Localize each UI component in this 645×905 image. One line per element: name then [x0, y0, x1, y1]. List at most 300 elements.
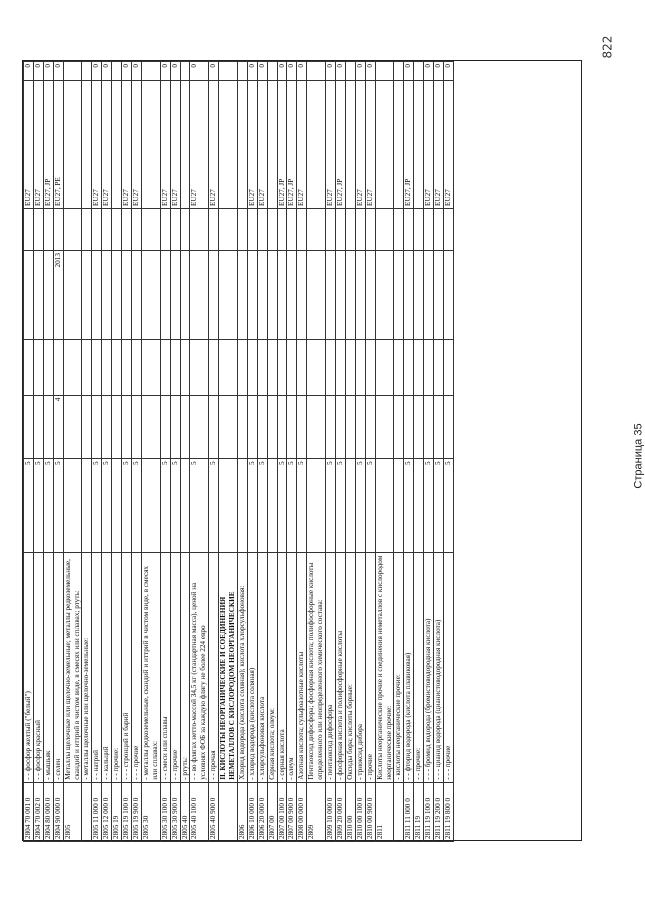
cell-origin-countries: EU27 [24, 81, 34, 209]
cell-rate: 4 [53, 395, 63, 459]
cell-col7 [141, 208, 160, 250]
cell-year [336, 251, 346, 340]
cell-col5 [287, 339, 297, 395]
cell-year [170, 251, 180, 340]
cell-description: - - - прочие [443, 552, 453, 782]
cell-origin-countries: EU27 [326, 81, 336, 209]
cell-code: 2805 19 100 0 [122, 782, 132, 841]
cell-final-rate: 0 [247, 62, 257, 81]
cell-base-rate [180, 459, 190, 552]
cell-code [219, 782, 238, 841]
cell-code: 2805 30 100 0 [160, 782, 170, 841]
cell-base-rate: 5 [434, 459, 444, 552]
cell-year [141, 251, 160, 340]
cell-origin-countries [63, 81, 82, 209]
cell-code: 2805 40 900 0 [209, 782, 219, 841]
cell-col5 [24, 339, 34, 395]
cell-code: 2811 19 800 0 [443, 782, 453, 841]
cell-year [394, 251, 404, 340]
cell-year [63, 251, 82, 340]
cell-origin-countries [345, 81, 355, 209]
cell-col5 [190, 339, 209, 395]
cell-origin-countries: EU27, JP [404, 81, 414, 209]
cell-code: 2804 90 000 0 [53, 782, 63, 841]
cell-base-rate: 5 [336, 459, 346, 552]
cell-rate [336, 395, 346, 459]
cell-origin-countries: EU27, JP [277, 81, 287, 209]
cell-final-rate: 0 [326, 62, 336, 81]
table-row [404, 62, 414, 842]
cell-year [180, 251, 190, 340]
cell-rate [287, 395, 297, 459]
cell-rate [43, 395, 53, 459]
cell-year [247, 251, 257, 340]
cell-origin-countries [375, 81, 394, 209]
cell-rate [160, 395, 170, 459]
table-row [170, 62, 180, 842]
cell-origin-countries [180, 81, 190, 209]
cell-col5 [307, 339, 326, 395]
cell-origin-countries [237, 81, 247, 209]
cell-origin-countries: EU27 [122, 81, 132, 209]
cell-year: 2013 [53, 251, 63, 340]
cell-final-rate: 0 [355, 62, 365, 81]
cell-origin-countries: EU27, PE [53, 81, 63, 209]
cell-rate [33, 395, 43, 459]
cell-origin-countries: EU27 [170, 81, 180, 209]
cell-base-rate [345, 459, 355, 552]
cell-description: - ртуть: [180, 552, 190, 782]
cell-final-rate: 0 [424, 62, 434, 81]
cell-code: 2809 20 000 0 [336, 782, 346, 841]
cell-col7 [345, 208, 355, 250]
cell-year [257, 251, 267, 340]
cell-col5 [375, 339, 394, 395]
cell-code: 2807 00 100 0 [277, 782, 287, 841]
cell-description: - - фосфор желтый ("белый") [24, 552, 34, 782]
cell-year [82, 251, 92, 340]
cell-col5 [247, 339, 257, 395]
cell-code: 2811 19 200 0 [434, 782, 444, 841]
cell-origin-countries [414, 81, 424, 209]
cell-col5 [53, 339, 63, 395]
cell-rate [219, 395, 238, 459]
cell-rate [122, 395, 132, 459]
cell-col7 [237, 208, 247, 250]
cell-col7 [257, 208, 267, 250]
cell-base-rate: 5 [53, 459, 63, 552]
cell-final-rate: 0 [170, 62, 180, 81]
table-row [190, 62, 209, 842]
cell-col5 [112, 339, 122, 395]
cell-col7 [267, 208, 277, 250]
cell-col5 [277, 339, 287, 395]
cell-code: 2805 40 [180, 782, 190, 841]
cell-col7 [24, 208, 34, 250]
cell-code [82, 782, 92, 841]
cell-year [24, 251, 34, 340]
cell-col5 [434, 339, 444, 395]
cell-col5 [131, 339, 141, 395]
cell-code: 2811 11 000 0 [404, 782, 414, 841]
cell-year [307, 251, 326, 340]
cell-col7 [443, 208, 453, 250]
cell-rate [326, 395, 336, 459]
cell-description: - кислоты неорганические прочие: [394, 552, 404, 782]
cell-col5 [63, 339, 82, 395]
cell-base-rate: 5 [43, 459, 53, 552]
cell-origin-countries: EU27 [434, 81, 444, 209]
cell-col5 [404, 339, 414, 395]
table-row [434, 62, 444, 842]
cell-col7 [102, 208, 112, 250]
cell-final-rate [112, 62, 122, 81]
cell-base-rate: 5 [33, 459, 43, 552]
cell-col7 [219, 208, 238, 250]
cell-rate [180, 395, 190, 459]
cell-final-rate [414, 62, 424, 81]
cell-rate [257, 395, 267, 459]
tariff-table-frame [22, 60, 582, 841]
cell-origin-countries: EU27 [365, 81, 375, 209]
cell-origin-countries: EU27 [160, 81, 170, 209]
cell-code: 2804 70 001 0 [24, 782, 34, 841]
cell-base-rate: 5 [24, 459, 34, 552]
cell-code: 2805 12 000 0 [102, 782, 112, 841]
cell-col7 [375, 208, 394, 250]
cell-rate [24, 395, 34, 459]
cell-year [209, 251, 219, 340]
cell-rate [267, 395, 277, 459]
cell-origin-countries: EU27, JP [336, 81, 346, 209]
cell-code: 2805 40 100 0 [190, 782, 209, 841]
table-row [112, 62, 122, 842]
cell-col5 [424, 339, 434, 395]
cell-origin-countries [394, 81, 404, 209]
cell-code: 2809 10 000 0 [326, 782, 336, 841]
cell-col7 [277, 208, 287, 250]
cell-col7 [92, 208, 102, 250]
cell-origin-countries: EU27 [102, 81, 112, 209]
table-row [237, 62, 247, 842]
cell-description: - олеум [287, 552, 297, 782]
table-row [33, 62, 43, 842]
cell-year [267, 251, 277, 340]
cell-year [122, 251, 132, 340]
cell-base-rate: 5 [257, 459, 267, 552]
cell-col7 [33, 208, 43, 250]
cell-origin-countries: EU27 [297, 81, 307, 209]
cell-base-rate [394, 459, 404, 552]
cell-col7 [43, 208, 53, 250]
table-row [122, 62, 132, 842]
cell-code: 2811 19 [414, 782, 424, 841]
cell-rate [277, 395, 287, 459]
cell-rate [82, 395, 92, 459]
cell-col7 [53, 208, 63, 250]
cell-year [375, 251, 394, 340]
cell-col5 [355, 339, 365, 395]
cell-col7 [131, 208, 141, 250]
table-row [180, 62, 190, 842]
cell-year [237, 251, 247, 340]
table-row [307, 62, 326, 842]
cell-base-rate [237, 459, 247, 552]
cell-col5 [345, 339, 355, 395]
cell-code: 2807 00 [267, 782, 277, 841]
cell-col7 [424, 208, 434, 250]
tariff-table [23, 61, 454, 842]
cell-rate [424, 395, 434, 459]
cell-rate [92, 395, 102, 459]
cell-col5 [92, 339, 102, 395]
cell-year [102, 251, 112, 340]
cell-final-rate: 0 [102, 62, 112, 81]
cell-origin-countries: EU27 [190, 81, 209, 209]
cell-year [365, 251, 375, 340]
cell-base-rate: 5 [365, 459, 375, 552]
cell-rate [394, 395, 404, 459]
cell-description: - - - цианид водорода (цианистоводородная кислота) [434, 552, 444, 782]
cell-col7 [355, 208, 365, 250]
cell-description: - - во флягах нетто-массой 34,5 кг (стандартная масса), ценой на условиях ФОБ за каждую флягу не более 224 евро [190, 552, 209, 782]
cell-year [443, 251, 453, 340]
table-row [336, 62, 346, 842]
cell-base-rate [82, 459, 92, 552]
cell-base-rate [414, 459, 424, 552]
cell-rate [355, 395, 365, 459]
cell-description: - металлы редкоземельные, скандий и иттрий в чистом виде, в смесях или сплавах: [141, 552, 160, 782]
cell-description: - - прочая [209, 552, 219, 782]
cell-col5 [82, 339, 92, 395]
cell-col5 [297, 339, 307, 395]
cell-origin-countries: EU27 [443, 81, 453, 209]
cell-code: 2805 [63, 782, 82, 841]
cell-col7 [287, 208, 297, 250]
cell-col7 [122, 208, 132, 250]
cell-code: 2810 00 900 0 [365, 782, 375, 841]
cell-final-rate [394, 62, 404, 81]
cell-origin-countries: EU27 [355, 81, 365, 209]
cell-base-rate: 5 [287, 459, 297, 552]
cell-final-rate: 0 [43, 62, 53, 81]
cell-description: - - прочие: [414, 552, 424, 782]
table-row [102, 62, 112, 842]
cell-year [434, 251, 444, 340]
cell-rate [345, 395, 355, 459]
cell-code: 2807 00 900 0 [287, 782, 297, 841]
cell-description: Пентаоксид дифосфора; фосфорная кислота; полифосфорные кислоты определенного или неопределенного химического состава: [307, 552, 326, 782]
table-row [345, 62, 355, 842]
cell-rate [102, 395, 112, 459]
cell-col7 [247, 208, 257, 250]
cell-year [297, 251, 307, 340]
cell-base-rate [267, 459, 277, 552]
cell-col7 [209, 208, 219, 250]
cell-base-rate [219, 459, 238, 552]
cell-final-rate [345, 62, 355, 81]
cell-description: - - кальций [102, 552, 112, 782]
cell-code: 2811 19 100 0 [424, 782, 434, 841]
cell-rate [131, 395, 141, 459]
cell-col5 [257, 339, 267, 395]
cell-rate [237, 395, 247, 459]
cell-year [355, 251, 365, 340]
cell-origin-countries [112, 81, 122, 209]
cell-final-rate: 0 [209, 62, 219, 81]
cell-final-rate [267, 62, 277, 81]
cell-final-rate: 0 [336, 62, 346, 81]
table-row [24, 62, 34, 842]
cell-base-rate: 5 [122, 459, 132, 552]
cell-description: - - прочие: [112, 552, 122, 782]
cell-code: 2810 00 [345, 782, 355, 841]
cell-final-rate: 0 [33, 62, 43, 81]
cell-col7 [365, 208, 375, 250]
cell-description: - - смеси или сплавы [160, 552, 170, 782]
cell-base-rate: 5 [92, 459, 102, 552]
cell-col7 [307, 208, 326, 250]
cell-description: - триоксид дибора [355, 552, 365, 782]
table-row [82, 62, 92, 842]
cell-rate [209, 395, 219, 459]
cell-year [92, 251, 102, 340]
cell-description: - - прочие [170, 552, 180, 782]
cell-origin-countries: EU27 [247, 81, 257, 209]
cell-col5 [336, 339, 346, 395]
cell-year [404, 251, 414, 340]
cell-final-rate [219, 62, 238, 81]
cell-col7 [404, 208, 414, 250]
table-row [443, 62, 453, 842]
cell-year [326, 251, 336, 340]
table-row [365, 62, 375, 842]
cell-final-rate [237, 62, 247, 81]
cell-code: 2804 80 000 0 [43, 782, 53, 841]
cell-base-rate [375, 459, 394, 552]
cell-code: 2808 00 000 0 [297, 782, 307, 841]
cell-base-rate: 5 [277, 459, 287, 552]
cell-year [424, 251, 434, 340]
cell-base-rate: 5 [247, 459, 257, 552]
cell-final-rate [375, 62, 394, 81]
cell-rate [170, 395, 180, 459]
cell-code: 2805 30 900 0 [170, 782, 180, 841]
cell-code: 2811 [375, 782, 394, 841]
cell-description: - серная кислота [277, 552, 287, 782]
cell-description: - селен [53, 552, 63, 782]
cell-description: Серная кислота; олеум: [267, 552, 277, 782]
table-row [219, 62, 238, 842]
cell-base-rate [307, 459, 326, 552]
cell-code: 2805 30 [141, 782, 160, 841]
cell-col5 [394, 339, 404, 395]
cell-base-rate: 5 [297, 459, 307, 552]
table-row [326, 62, 336, 842]
table-row [287, 62, 297, 842]
cell-col7 [434, 208, 444, 250]
cell-description: - мышьяк [43, 552, 53, 782]
cell-col7 [414, 208, 424, 250]
cell-year [277, 251, 287, 340]
cell-description: - - - стронций и барий [122, 552, 132, 782]
cell-col7 [180, 208, 190, 250]
cell-col7 [82, 208, 92, 250]
cell-base-rate: 5 [131, 459, 141, 552]
cell-final-rate: 0 [190, 62, 209, 81]
cell-code: 2809 [307, 782, 326, 841]
page-number-label: Страница 35 [632, 423, 645, 489]
table-row [63, 62, 82, 842]
table-row [43, 62, 53, 842]
cell-description: - пентаоксид дифосфора [326, 552, 336, 782]
table-row [131, 62, 141, 842]
cell-year [33, 251, 43, 340]
cell-col7 [336, 208, 346, 250]
cell-year [131, 251, 141, 340]
cell-base-rate: 5 [170, 459, 180, 552]
cell-origin-countries: EU27, JP [287, 81, 297, 209]
cell-base-rate [112, 459, 122, 552]
cell-col7 [297, 208, 307, 250]
cell-description: - хлорид водорода (кислота соляная) [247, 552, 257, 782]
cell-base-rate: 5 [424, 459, 434, 552]
cell-description: Кислоты неорганические прочие и соединения неметаллов с кислородом неорганические прочие: [375, 552, 394, 782]
cell-description: Хлорид водорода (кислота соляная); кислота хлорсульфоновая: [237, 552, 247, 782]
cell-code [394, 782, 404, 841]
cell-description: II. КИСЛОТЫ НЕОРГАНИЧЕСКИЕ И СОЕДИНЕНИЯ НЕМЕТАЛЛОВ С КИСЛОРОДОМ НЕОРГАНИЧЕСКИЕ [219, 552, 238, 782]
cell-col5 [365, 339, 375, 395]
cell-col5 [180, 339, 190, 395]
cell-rate [404, 395, 414, 459]
cell-origin-countries [82, 81, 92, 209]
handwritten-page-number: 822 [600, 35, 615, 59]
cell-description: - - фторид водорода (кислота плавиковая) [404, 552, 414, 782]
table-row [247, 62, 257, 842]
cell-final-rate: 0 [434, 62, 444, 81]
cell-col5 [102, 339, 112, 395]
table-row [424, 62, 434, 842]
cell-description: - прочие [365, 552, 375, 782]
cell-origin-countries: EU27 [131, 81, 141, 209]
cell-final-rate [141, 62, 160, 81]
cell-col5 [414, 339, 424, 395]
table-row [355, 62, 365, 842]
cell-code: 2805 19 900 0 [131, 782, 141, 841]
cell-origin-countries: EU27 [424, 81, 434, 209]
cell-col5 [443, 339, 453, 395]
cell-final-rate: 0 [404, 62, 414, 81]
cell-rate [63, 395, 82, 459]
table-row [160, 62, 170, 842]
cell-col7 [326, 208, 336, 250]
cell-final-rate: 0 [122, 62, 132, 81]
cell-col5 [160, 339, 170, 395]
cell-col5 [33, 339, 43, 395]
cell-year [219, 251, 238, 340]
cell-col5 [122, 339, 132, 395]
cell-origin-countries [267, 81, 277, 209]
cell-final-rate [307, 62, 326, 81]
cell-col5 [237, 339, 247, 395]
cell-origin-countries: EU27 [33, 81, 43, 209]
cell-col7 [63, 208, 82, 250]
cell-description: - - натрий [92, 552, 102, 782]
cell-col7 [190, 208, 209, 250]
cell-base-rate: 5 [355, 459, 365, 552]
cell-col7 [170, 208, 180, 250]
cell-final-rate: 0 [287, 62, 297, 81]
